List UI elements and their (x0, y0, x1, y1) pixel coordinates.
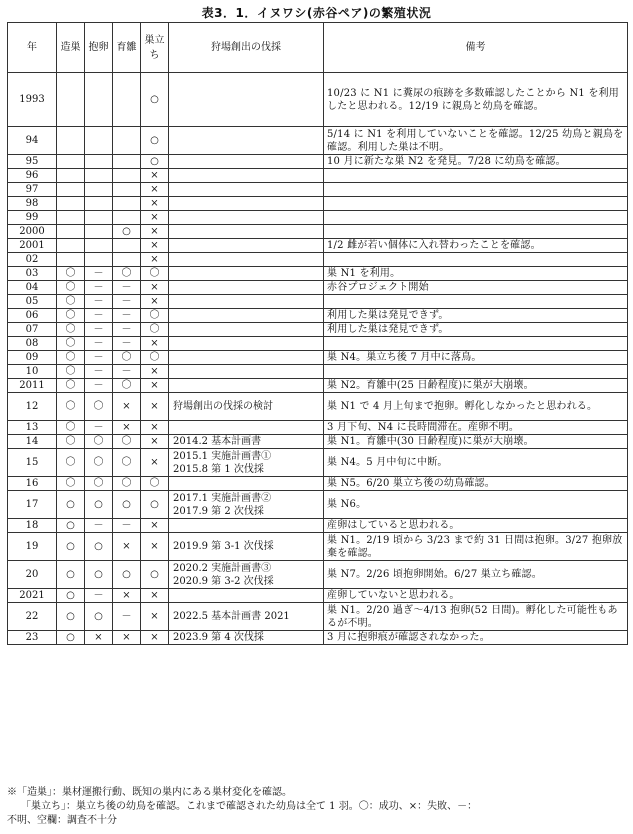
incubation-cell (85, 183, 113, 197)
header-building: 造巣 (57, 23, 85, 73)
remarks-cell: 赤谷プロジェクト開始 (324, 281, 628, 295)
rearing-cell: － (113, 519, 141, 533)
incubation-cell: － (85, 323, 113, 337)
table-row (8, 197, 628, 211)
remarks-cell: 10 月に新たな巣 N2 を発見。7/28 に幼鳥を確認。 (324, 155, 628, 169)
rearing-cell: － (113, 337, 141, 351)
logging-cell (169, 169, 324, 183)
table-row (8, 323, 628, 337)
footnotes (7, 786, 627, 828)
rearing-cell: － (113, 309, 141, 323)
header-row (8, 23, 628, 73)
logging-cell: 2017.1 実施計画書② 2017.9 第 2 次伐採 (169, 491, 324, 519)
logging-cell: 2014.2 基本計画書 (169, 435, 324, 449)
rearing-cell (113, 169, 141, 183)
remarks-cell (324, 197, 628, 211)
table-row (8, 561, 628, 589)
building-cell (57, 253, 85, 267)
fledging-cell: ○ (141, 73, 169, 127)
fledging-cell: × (141, 421, 169, 435)
logging-cell (169, 253, 324, 267)
remarks-cell: 産卵はしていると思われる。 (324, 519, 628, 533)
building-cell: 〇 (57, 323, 85, 337)
rearing-cell (113, 197, 141, 211)
building-cell: 〇 (57, 449, 85, 477)
year-cell: 19 (8, 533, 57, 561)
remarks-cell: 巣 N4。巣立ち後 7 月中に落鳥。 (324, 351, 628, 365)
year-cell: 95 (8, 155, 57, 169)
year-cell: 17 (8, 491, 57, 519)
year-cell: 06 (8, 309, 57, 323)
building-cell: 〇 (57, 337, 85, 351)
logging-cell: 2020.2 実施計画書③ 2020.9 第 3-2 次伐採 (169, 561, 324, 589)
year-cell: 96 (8, 169, 57, 183)
remarks-cell (324, 183, 628, 197)
table-row (8, 491, 628, 519)
fledging-cell: 〇 (141, 267, 169, 281)
table-row (8, 365, 628, 379)
fledging-cell: × (141, 631, 169, 645)
year-cell: 94 (8, 127, 57, 155)
footnote-line: 不明、空欄：調査不十分 (7, 815, 117, 826)
logging-cell (169, 337, 324, 351)
building-cell: 〇 (57, 393, 85, 421)
remarks-cell (324, 169, 628, 183)
building-cell: ○ (57, 589, 85, 603)
year-cell: 12 (8, 393, 57, 421)
building-cell: 〇 (57, 421, 85, 435)
logging-cell (169, 295, 324, 309)
table-row (8, 379, 628, 393)
fledging-cell: 〇 (141, 323, 169, 337)
table-row (8, 435, 628, 449)
building-cell (57, 169, 85, 183)
remarks-cell: 巣 N1 を利用。 (324, 267, 628, 281)
rearing-cell: ○ (113, 491, 141, 519)
building-cell (57, 225, 85, 239)
remarks-cell: 3 月下旬、N4 に長時間滞在。産卵不明。 (324, 421, 628, 435)
logging-cell (169, 267, 324, 281)
table-row (8, 183, 628, 197)
remarks-cell: 巣 N1。育雛中(30 日齢程度)に巣が大崩壊。 (324, 435, 628, 449)
year-cell: 99 (8, 211, 57, 225)
building-cell (57, 197, 85, 211)
building-cell: 〇 (57, 295, 85, 309)
logging-cell (169, 281, 324, 295)
incubation-cell (85, 73, 113, 127)
table-row (8, 477, 628, 491)
fledging-cell: × (141, 337, 169, 351)
year-cell: 08 (8, 337, 57, 351)
incubation-cell: － (85, 519, 113, 533)
rearing-cell (113, 155, 141, 169)
fledging-cell: × (141, 533, 169, 561)
logging-cell (169, 155, 324, 169)
rearing-cell: － (113, 323, 141, 337)
incubation-cell: － (85, 379, 113, 393)
table-row (8, 155, 628, 169)
logging-cell (169, 589, 324, 603)
table-row (8, 267, 628, 281)
year-cell: 02 (8, 253, 57, 267)
remarks-cell: 巣 N4。5 月中旬に中断。 (324, 449, 628, 477)
incubation-cell: 〇 (85, 393, 113, 421)
remarks-cell: 巣 N1。2/20 過ぎ～4/13 抱卵(52 日間)。孵化した可能性もあるが不明。 (324, 603, 628, 631)
header-year: 年 (8, 23, 57, 73)
fledging-cell: ○ (141, 127, 169, 155)
incubation-cell (85, 239, 113, 253)
rearing-cell: × (113, 533, 141, 561)
incubation-cell: － (85, 421, 113, 435)
incubation-cell: 〇 (85, 477, 113, 491)
rearing-cell: × (113, 421, 141, 435)
incubation-cell (85, 211, 113, 225)
remarks-cell (324, 253, 628, 267)
fledging-cell: × (141, 435, 169, 449)
remarks-cell: 利用した巣は発見できず。 (324, 309, 628, 323)
remarks-cell (324, 225, 628, 239)
header-logging: 狩場創出の伐採 (169, 23, 324, 73)
building-cell: 〇 (57, 267, 85, 281)
rearing-cell: 〇 (113, 379, 141, 393)
table-row (8, 169, 628, 183)
incubation-cell: － (85, 337, 113, 351)
remarks-cell: 3 月に抱卵痕が確認されなかった。 (324, 631, 628, 645)
fledging-cell: × (141, 253, 169, 267)
building-cell: 〇 (57, 365, 85, 379)
remarks-cell (324, 365, 628, 379)
rearing-cell: － (113, 281, 141, 295)
header-incubation: 抱卵 (85, 23, 113, 73)
remarks-cell: 5/14 に N1 を利用していないことを確認。12/25 幼鳥と親鳥を確認。利用した巣は不明。 (324, 127, 628, 155)
year-cell: 1993 (8, 73, 57, 127)
year-cell: 15 (8, 449, 57, 477)
building-cell: 〇 (57, 309, 85, 323)
table-title: 表3．1．イヌワシ(赤谷ペア)の繁殖状況 (201, 6, 432, 20)
table-row (8, 449, 628, 477)
table-row (8, 337, 628, 351)
table-row (8, 309, 628, 323)
building-cell (57, 73, 85, 127)
incubation-cell: － (85, 351, 113, 365)
rearing-cell: 〇 (113, 351, 141, 365)
rearing-cell: 〇 (113, 267, 141, 281)
table-body (8, 73, 628, 645)
rearing-cell (113, 211, 141, 225)
building-cell (57, 183, 85, 197)
building-cell: ○ (57, 631, 85, 645)
header-remarks: 備考 (324, 23, 628, 73)
header-rearing: 育雛 (113, 23, 141, 73)
logging-cell (169, 127, 324, 155)
logging-cell (169, 211, 324, 225)
rearing-cell (113, 127, 141, 155)
year-cell: 10 (8, 365, 57, 379)
year-cell: 05 (8, 295, 57, 309)
logging-cell (169, 323, 324, 337)
fledging-cell: × (141, 365, 169, 379)
fledging-cell: × (141, 211, 169, 225)
fledging-cell: × (141, 603, 169, 631)
remarks-cell (324, 295, 628, 309)
logging-cell: 2023.9 第 4 次伐採 (169, 631, 324, 645)
incubation-cell: ○ (85, 603, 113, 631)
building-cell: 〇 (57, 351, 85, 365)
table-row (8, 519, 628, 533)
table-row (8, 211, 628, 225)
fledging-cell: × (141, 225, 169, 239)
remarks-cell (324, 211, 628, 225)
building-cell: ○ (57, 491, 85, 519)
logging-cell (169, 351, 324, 365)
footnote-line: ※「造巣」：巣材運搬行動、既知の巣内にある巣材変化を確認。 (7, 787, 292, 798)
incubation-cell: － (85, 309, 113, 323)
fledging-cell: 〇 (141, 477, 169, 491)
year-cell: 23 (8, 631, 57, 645)
fledging-cell: 〇 (141, 351, 169, 365)
year-cell: 2001 (8, 239, 57, 253)
rearing-cell: － (113, 603, 141, 631)
building-cell (57, 211, 85, 225)
year-cell: 20 (8, 561, 57, 589)
rearing-cell: 〇 (113, 477, 141, 491)
rearing-cell (113, 239, 141, 253)
remarks-cell: 産卵していないと思われる。 (324, 589, 628, 603)
incubation-cell (85, 225, 113, 239)
fledging-cell: × (141, 295, 169, 309)
building-cell: 〇 (57, 477, 85, 491)
fledging-cell: × (141, 281, 169, 295)
fledging-cell: × (141, 449, 169, 477)
rearing-cell: ○ (113, 225, 141, 239)
rearing-cell (113, 183, 141, 197)
table-row (8, 239, 628, 253)
incubation-cell (85, 127, 113, 155)
building-cell (57, 239, 85, 253)
remarks-cell: 巣 N7。2/26 頃抱卵開始。6/27 巣立ち確認。 (324, 561, 628, 589)
logging-cell (169, 421, 324, 435)
fledging-cell: × (141, 519, 169, 533)
building-cell: ○ (57, 603, 85, 631)
incubation-cell (85, 169, 113, 183)
rearing-cell: × (113, 631, 141, 645)
building-cell: ○ (57, 519, 85, 533)
remarks-cell (324, 337, 628, 351)
incubation-cell: ○ (85, 561, 113, 589)
table-row (8, 589, 628, 603)
rearing-cell (113, 73, 141, 127)
incubation-cell: × (85, 631, 113, 645)
year-cell: 07 (8, 323, 57, 337)
incubation-cell: － (85, 365, 113, 379)
logging-cell (169, 183, 324, 197)
logging-cell (169, 477, 324, 491)
table-row (8, 253, 628, 267)
building-cell: ○ (57, 561, 85, 589)
footnote-line: 「巣立ち」：巣立ち後の幼鳥を確認。これまで確認された幼鳥は全て 1 羽。〇：成功、×：失敗、－： (21, 801, 478, 812)
year-cell: 2011 (8, 379, 57, 393)
incubation-cell (85, 155, 113, 169)
table-row (8, 421, 628, 435)
logging-cell: 2019.9 第 3-1 次伐採 (169, 533, 324, 561)
table-row (8, 225, 628, 239)
fledging-cell: × (141, 169, 169, 183)
logging-cell (169, 197, 324, 211)
building-cell: 〇 (57, 379, 85, 393)
year-cell: 14 (8, 435, 57, 449)
table-row (8, 603, 628, 631)
year-cell: 16 (8, 477, 57, 491)
logging-cell: 2022.5 基本計画書 2021 (169, 603, 324, 631)
table-row (8, 351, 628, 365)
logging-cell: 狩場創出の伐採の検討 (169, 393, 324, 421)
year-cell: 22 (8, 603, 57, 631)
remarks-cell: 巣 N1。2/19 頃から 3/23 まで約 31 日間は抱卵。3/27 抱卵放棄を確認。 (324, 533, 628, 561)
remarks-cell: 10/23 に N1 に糞尿の痕跡を多数確認したことから N1 を利用したと思われる。12/19 に親鳥と幼鳥を確認。 (324, 73, 628, 127)
fledging-cell: × (141, 589, 169, 603)
table-row (8, 295, 628, 309)
logging-cell (169, 225, 324, 239)
year-cell: 18 (8, 519, 57, 533)
rearing-cell: ○ (113, 561, 141, 589)
incubation-cell: － (85, 589, 113, 603)
year-cell: 97 (8, 183, 57, 197)
remarks-cell: 巣 N2。育雛中(25 日齢程度)に巣が大崩壊。 (324, 379, 628, 393)
building-cell (57, 127, 85, 155)
year-cell: 03 (8, 267, 57, 281)
building-cell: 〇 (57, 435, 85, 449)
rearing-cell: 〇 (113, 449, 141, 477)
year-cell: 2021 (8, 589, 57, 603)
table-row (8, 281, 628, 295)
fledging-cell: × (141, 393, 169, 421)
remarks-cell: 巣 N6。 (324, 491, 628, 519)
year-cell: 04 (8, 281, 57, 295)
rearing-cell: × (113, 393, 141, 421)
remarks-cell: 巣 N1 で 4 月上旬まで抱卵。孵化しなかったと思われる。 (324, 393, 628, 421)
logging-cell (169, 309, 324, 323)
incubation-cell: ○ (85, 491, 113, 519)
building-cell (57, 155, 85, 169)
incubation-cell (85, 253, 113, 267)
year-cell: 98 (8, 197, 57, 211)
remarks-cell: 1/2 雌が若い個体に入れ替わったことを確認。 (324, 239, 628, 253)
fledging-cell: ○ (141, 561, 169, 589)
rearing-cell: － (113, 295, 141, 309)
fledging-cell: ○ (141, 491, 169, 519)
building-cell: ○ (57, 533, 85, 561)
year-cell: 13 (8, 421, 57, 435)
incubation-cell (85, 197, 113, 211)
table-row (8, 73, 628, 127)
year-cell: 09 (8, 351, 57, 365)
remarks-cell: 利用した巣は発見できず。 (324, 323, 628, 337)
fledging-cell: 〇 (141, 309, 169, 323)
fledging-cell: × (141, 379, 169, 393)
table-row (8, 127, 628, 155)
fledging-cell: × (141, 183, 169, 197)
rearing-cell: × (113, 589, 141, 603)
fledging-cell: × (141, 239, 169, 253)
table-row (8, 533, 628, 561)
rearing-cell: － (113, 365, 141, 379)
rearing-cell: 〇 (113, 435, 141, 449)
table-row (8, 631, 628, 645)
logging-cell (169, 365, 324, 379)
incubation-cell: － (85, 295, 113, 309)
breeding-status-table (7, 22, 628, 645)
rearing-cell (113, 253, 141, 267)
table-row (8, 393, 628, 421)
logging-cell (169, 73, 324, 127)
year-cell: 2000 (8, 225, 57, 239)
logging-cell (169, 239, 324, 253)
fledging-cell: × (141, 197, 169, 211)
logging-cell (169, 379, 324, 393)
incubation-cell: － (85, 281, 113, 295)
incubation-cell: － (85, 267, 113, 281)
header-fledging: 巣立ち (141, 23, 169, 73)
incubation-cell: 〇 (85, 435, 113, 449)
building-cell: 〇 (57, 281, 85, 295)
logging-cell (169, 519, 324, 533)
logging-cell: 2015.1 実施計画書① 2015.8 第 1 次伐採 (169, 449, 324, 477)
incubation-cell: 〇 (85, 449, 113, 477)
remarks-cell: 巣 N5。6/20 巣立ち後の幼鳥確認。 (324, 477, 628, 491)
fledging-cell: ○ (141, 155, 169, 169)
incubation-cell: ○ (85, 533, 113, 561)
